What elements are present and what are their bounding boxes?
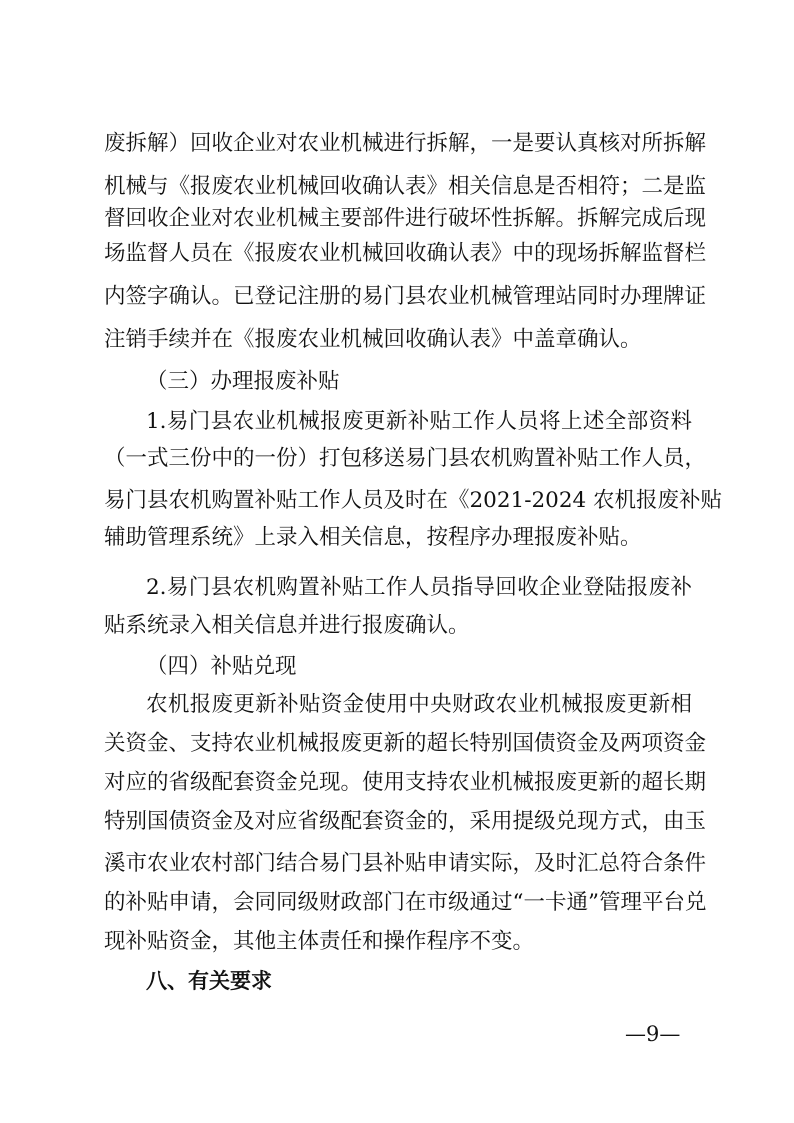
paragraph-line: 溪市农业农村部门结合易门县补贴申请实际，及时汇总符合条件 xyxy=(104,851,707,876)
paragraph-line: 1.易门县农业机械报废更新补贴工作人员将上述全部资料 xyxy=(146,409,692,434)
paragraph-line: 易门县农机购置补贴工作人员及时在《2021-2024 农机报废补贴 xyxy=(104,488,723,513)
section-heading-3: （三）办理报废补贴 xyxy=(146,369,340,394)
paragraph-line: 注销手续并在《报废农业机械回收确认表》中盖章确认。 xyxy=(104,327,642,352)
paragraph-line: （一式三份中的一份）打包移送易门县农机购置补贴工作人员， xyxy=(104,446,707,471)
paragraph-line: 2.易门县农机购置补贴工作人员指导回收企业登陆报废补 xyxy=(146,575,692,600)
paragraph-line: 的补贴申请，会同同级财政部门在市级通过“一卡通”管理平台兑 xyxy=(104,890,707,915)
paragraph-line: 特别国债资金及对应省级配套资金的，采用提级兑现方式，由玉 xyxy=(104,809,707,834)
paragraph-line: 督回收企业对农业机械主要部件进行破坏性拆解。拆解完成后现 xyxy=(104,206,707,231)
paragraph-line: 废拆解）回收企业对农业机械进行拆解，一是要认真核对所拆解 xyxy=(104,131,707,156)
paragraph-line: 场监督人员在《报废农业机械回收确认表》中的现场拆解监督栏 xyxy=(104,241,707,266)
paragraph-line: 现补贴资金，其他主体责任和操作程序不变。 xyxy=(104,929,535,954)
paragraph-line: 内签字确认。已登记注册的易门县农业机械管理站同时办理牌证 xyxy=(104,284,707,309)
section-heading-8: 八、有关要求 xyxy=(146,969,272,993)
section-heading-4: （四）补贴兑现 xyxy=(146,654,297,679)
paragraph-line: 贴系统录入相关信息并进行报废确认。 xyxy=(104,613,470,638)
page-number: —9— xyxy=(625,1022,681,1046)
paragraph-line: 辅助管理系统》上录入相关信息，按程序办理报废补贴。 xyxy=(104,525,642,550)
paragraph-line: 对应的省级配套资金兑现。使用支持农业机械报废更新的超长期 xyxy=(104,770,707,795)
paragraph-line: 农机报废更新补贴资金使用中央财政农业机械报废更新相 xyxy=(146,692,692,717)
paragraph-line: 机械与《报废农业机械回收确认表》相关信息是否相符；二是监 xyxy=(104,174,707,199)
paragraph-line: 关资金、支持农业机械报废更新的超长特别国债资金及两项资金 xyxy=(104,731,707,756)
